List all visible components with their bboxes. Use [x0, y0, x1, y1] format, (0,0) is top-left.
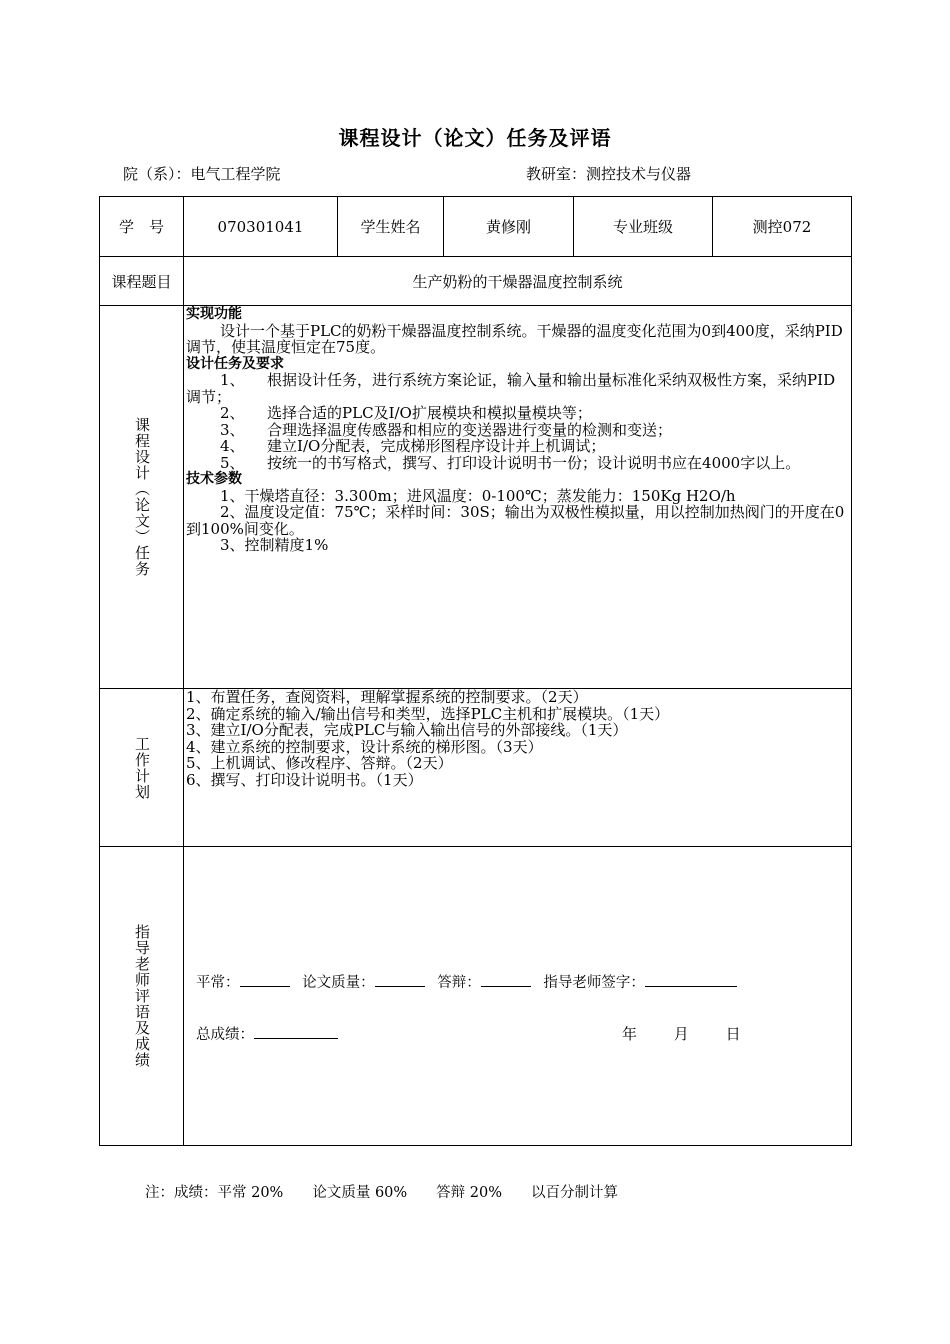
plan-section-label-cell	[100, 689, 184, 847]
student-name-label: 学生姓名	[338, 197, 444, 257]
defense-score-blank[interactable]	[481, 972, 531, 987]
topic-label: 课程题目	[100, 257, 184, 306]
function-heading: 实现功能	[186, 306, 242, 322]
class-value: 测控072	[713, 197, 852, 257]
assignment-form-table	[99, 196, 852, 1146]
topic-value: 生产奶粉的干燥器温度控制系统	[184, 257, 852, 306]
task-section-label-cell	[100, 306, 184, 689]
year-label: 年	[622, 1025, 638, 1043]
plan-section-label: 工作计划	[133, 735, 151, 800]
info-row	[100, 197, 852, 257]
plan-item: 1、布置任务，查阅资料，理解掌握系统的控制要求。（2天）	[186, 688, 588, 706]
requirement-item: 3、 合理选择温度传感器和相应的变送器进行变量的检测和变送；	[220, 420, 673, 439]
param-item: 1、干燥塔直径：3.300m；进风温度：0-100℃；蒸发能力：150Kg H2O/h	[220, 486, 736, 505]
department-label: 院（系）：电气工程学院	[123, 165, 281, 183]
defense-score-label: 答辩：	[437, 975, 481, 991]
student-id-value: 070301041	[184, 197, 338, 257]
evaluation-section-label-cell	[100, 847, 184, 1146]
task-section-label: 课程设计（论文）任务	[133, 417, 151, 577]
plan-content	[184, 689, 852, 847]
signature-blank[interactable]	[645, 972, 737, 987]
plan-item: 6、撰写、打印设计说明书。（1天）	[186, 770, 423, 789]
teaching-office-label: 教研室：测控技术与仪器	[526, 165, 692, 183]
function-text: 设计一个基于PLC的奶粉干燥器温度控制系统。干燥器的温度变化范围为0到400度，采纳PID调节，使其温度恒定在75度。	[186, 321, 843, 356]
day-label: 日	[725, 1025, 741, 1043]
requirements-heading: 设计任务及要求	[186, 355, 284, 372]
footer-note: 注：成绩：平常 20% 论文质量 60% 答辩 20% 以百分制计算	[145, 1185, 619, 1201]
requirement-item: 2、 选择合适的PLC及I/O扩展模块和模拟量模块等；	[220, 404, 592, 422]
plan-item: 5、上机调试、修改程序、答辩。（2天）	[186, 754, 453, 772]
plan-item: 2、确定系统的输入/输出信号和类型，选择PLC主机和扩展模块。（1天）	[186, 704, 670, 723]
evaluation-section-label: 指导老师评语及成绩	[133, 924, 151, 1068]
date-line	[622, 1023, 741, 1044]
usual-score-blank[interactable]	[240, 972, 290, 987]
usual-score-label: 平常：	[196, 975, 240, 991]
quality-score-label: 论文质量：	[302, 975, 375, 991]
requirement-item: 4、 建立I/O分配表，完成梯形图程序设计并上机调试；	[220, 437, 606, 455]
plan-row	[100, 689, 852, 847]
plan-item: 3、建立I/O分配表，完成PLC与输入输出信号的外部接线。（1天）	[186, 721, 628, 739]
total-line	[196, 1023, 346, 1044]
param-item: 2、温度设定值：75℃；采样时间：30S；输出为双极性模拟量，用以控制加热阀门的开度在0到100%间变化。	[186, 503, 845, 538]
signature-label: 指导老师签字：	[543, 975, 645, 991]
total-score-label: 总成绩：	[196, 1027, 254, 1043]
requirement-item: 5、 按统一的书写格式，撰写、打印设计说明书一份；设计说明书应在4000字以上。	[220, 453, 801, 472]
month-label: 月	[673, 1025, 689, 1043]
evaluation-content	[184, 847, 852, 1146]
task-row	[100, 306, 852, 689]
plan-item: 4、建立系统的控制要求，设计系统的梯形图。（3天）	[186, 737, 543, 756]
params-heading: 技术参数	[186, 471, 242, 487]
student-name-value: 黄修刚	[444, 197, 574, 257]
student-id-label: 学 号	[100, 197, 184, 257]
score-line	[196, 971, 745, 992]
requirement-item: 1、 根据设计任务，进行系统方案论证，输入量和输出量标准化采纳双极性方案，采纳PID调节；	[186, 371, 836, 406]
topic-row	[100, 257, 852, 306]
class-label: 专业班级	[574, 197, 713, 257]
quality-score-blank[interactable]	[375, 972, 425, 987]
evaluation-row	[100, 847, 852, 1146]
task-content	[184, 306, 852, 689]
page-title: 课程设计（论文）任务及评语	[338, 126, 612, 150]
param-item: 3、控制精度1%	[220, 536, 329, 554]
total-score-blank[interactable]	[254, 1024, 338, 1039]
